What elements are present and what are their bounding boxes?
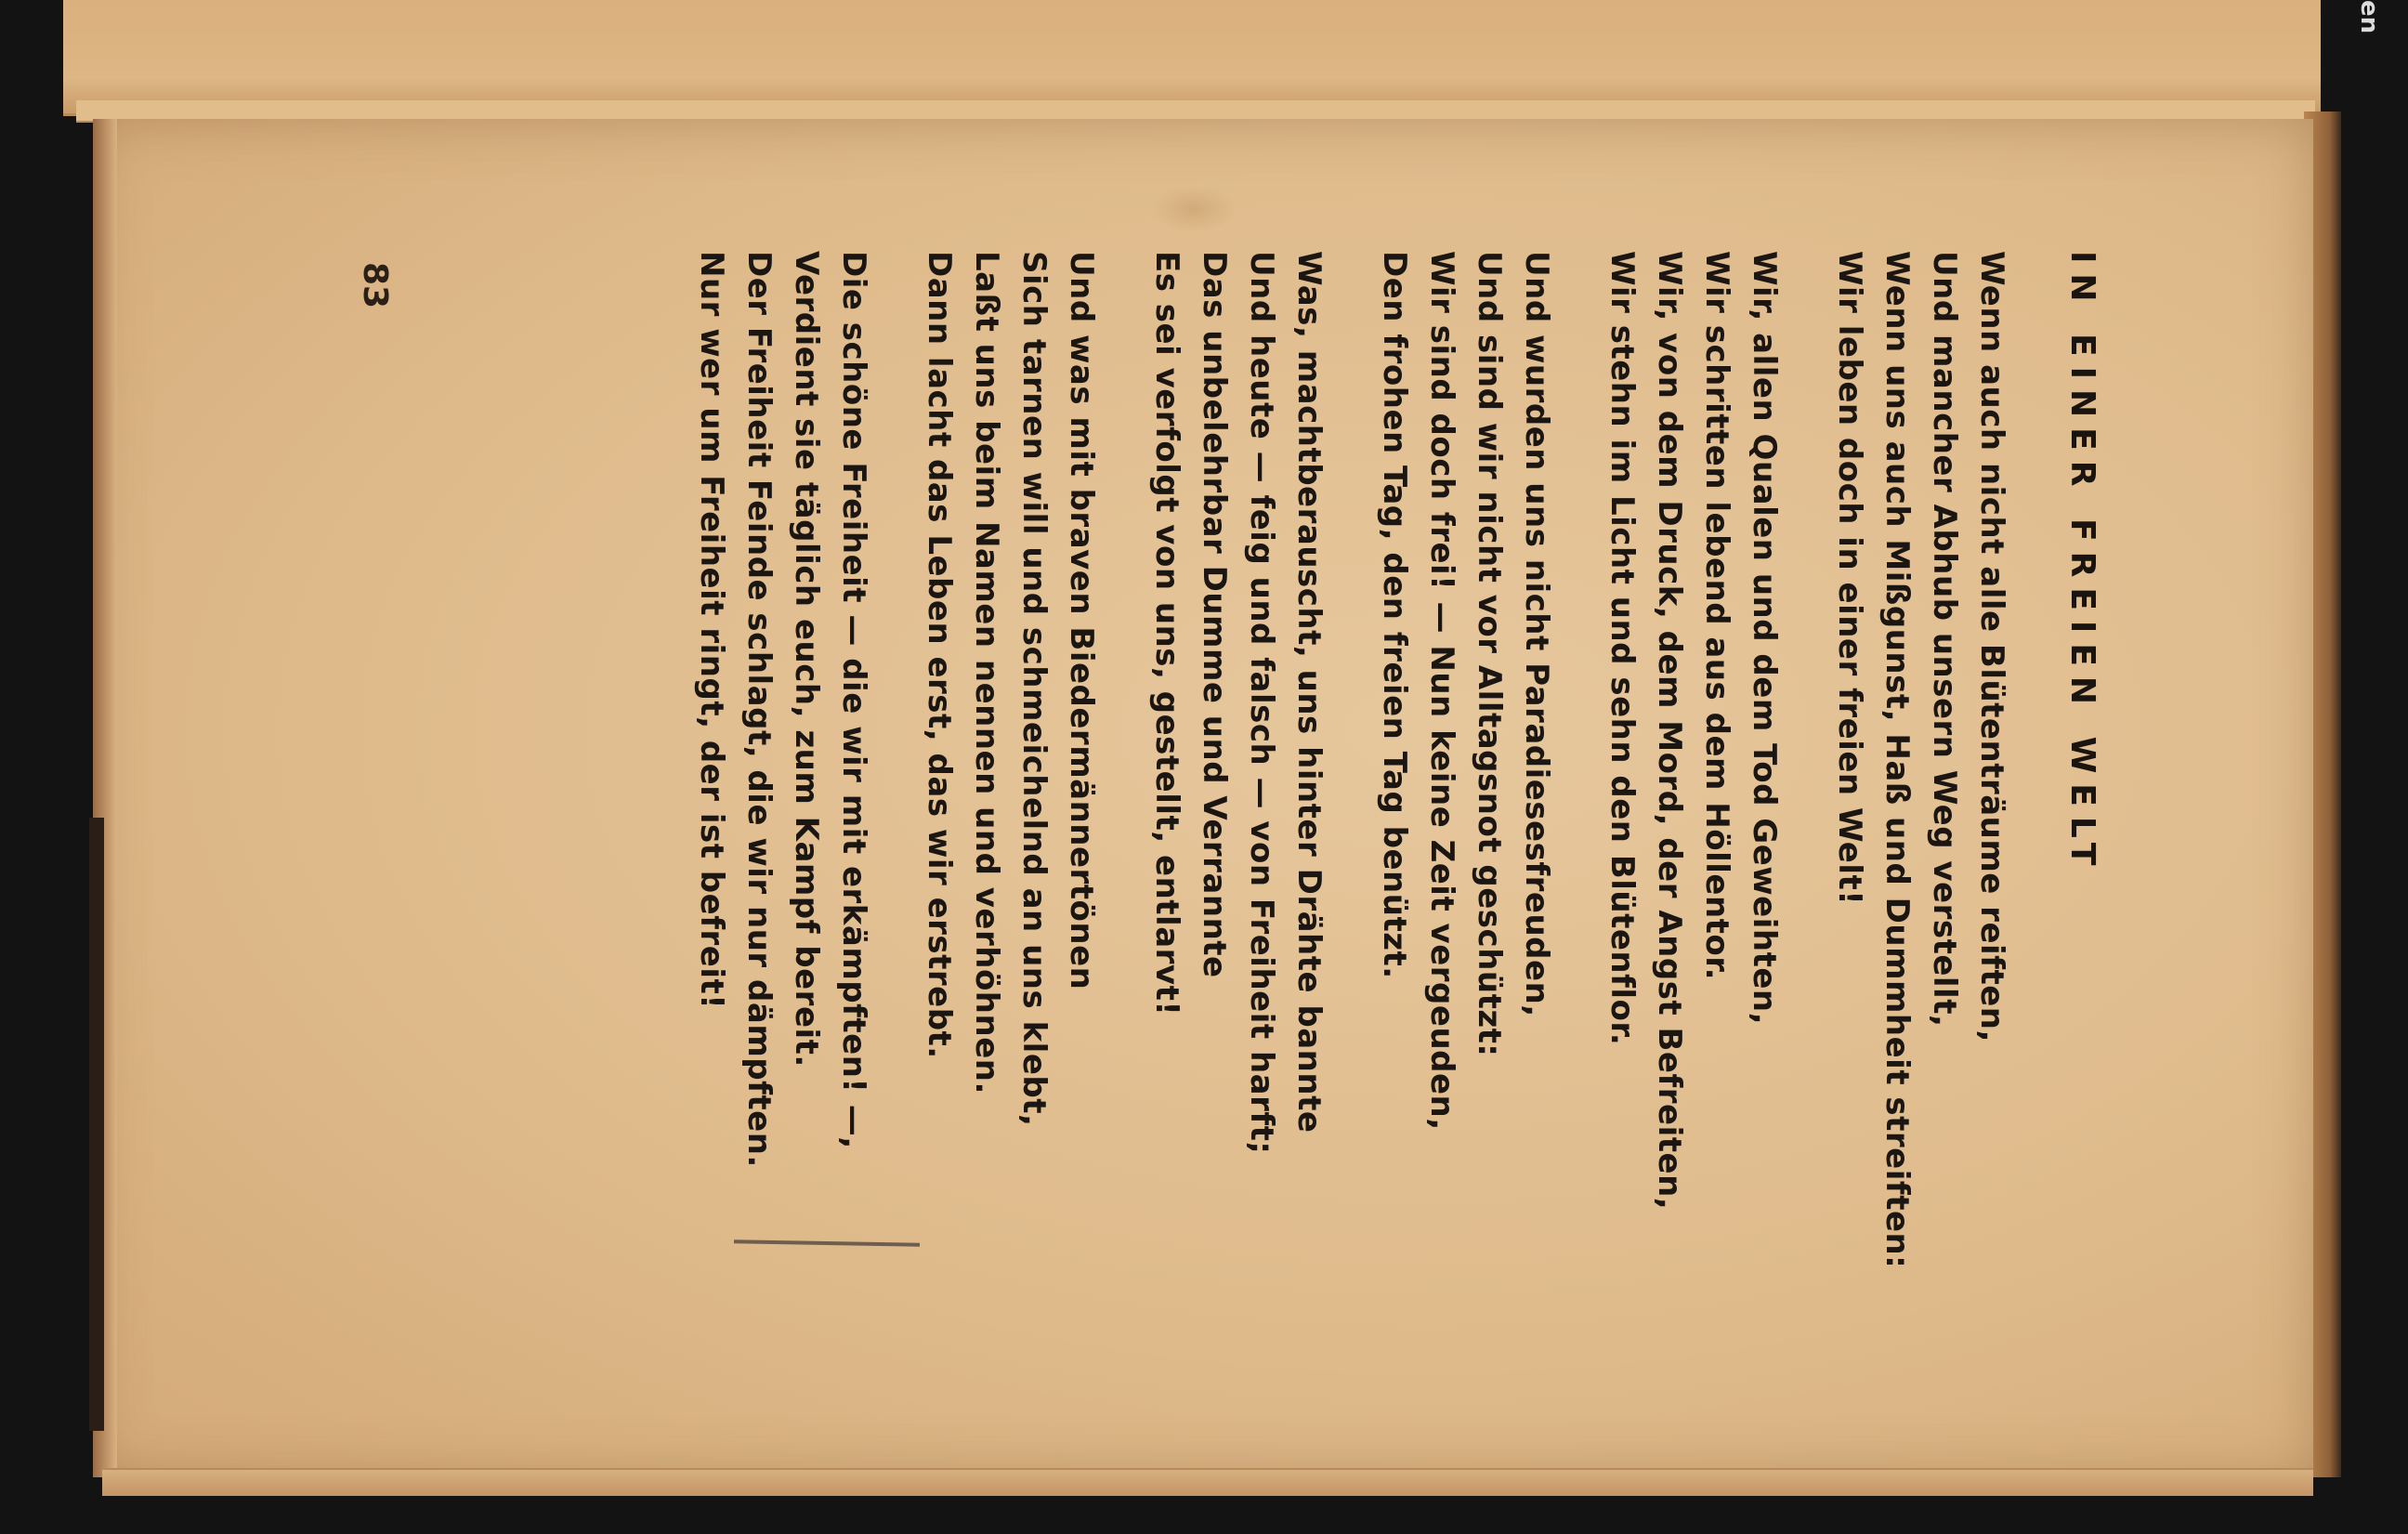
poem-line: Wir, allen Qualen und dem Tod Geweihten, bbox=[1746, 251, 1783, 1026]
poem-line: Es sei verfolgt von uns, gestellt, entlarvt! bbox=[1148, 251, 1185, 1016]
poem bbox=[336, 251, 2101, 1412]
poem-line: Den frohen Tag, den freien Tag benützt. bbox=[1376, 251, 1413, 979]
page-number: 83 bbox=[356, 262, 394, 309]
poem-line: Wir, von dem Druck, dem Mord, der Angst Befreiten, bbox=[1651, 251, 1688, 1211]
stanza-6 bbox=[687, 251, 877, 1412]
poem-line: Und was mit braven Biedermännertönen bbox=[1063, 251, 1100, 990]
poem-line: Das unbelehrbar Dumme und Verrannte bbox=[1196, 251, 1233, 978]
poem-line: Die schöne Freiheit — die wir mit erkämpften! —, bbox=[835, 251, 872, 1149]
poem-line: Und heute — feig und falsch — von Freiheit harft; bbox=[1243, 251, 1280, 1155]
poem-line: Und wurden uns nicht Paradiesesfreuden, bbox=[1518, 251, 1555, 1017]
stanza-2 bbox=[1598, 251, 1787, 1412]
poem-line: Und sind wir nicht vor Alltagsnot geschützt: bbox=[1471, 251, 1508, 1057]
paper-smudge bbox=[1152, 186, 1236, 232]
stanza-3 bbox=[1370, 251, 1560, 1412]
poem-line: Wenn auch nicht alle Blütenträume reiften, bbox=[1973, 251, 2010, 1042]
poem-line: Verdient sie täglich euch, zum Kampf bereit. bbox=[788, 251, 825, 1068]
poem-line: Nur wer um Freiheit ringt, der ist befreit! bbox=[693, 251, 730, 1010]
poem-line: Was, machtberauscht, uns hinter Drähte bannte bbox=[1290, 251, 1328, 1134]
stanza-4 bbox=[1143, 251, 1332, 1412]
poem-line: Wir leben doch in einer freien Welt! bbox=[1831, 251, 1868, 906]
poem-line: Laßt uns beim Namen nennen und verhöhnen. bbox=[968, 251, 1005, 1095]
stanza-5 bbox=[915, 251, 1105, 1412]
binding-strip bbox=[89, 818, 104, 1431]
previous-page-edge bbox=[63, 0, 2321, 116]
poem-line: Und mancher Abhub unsern Weg verstellt, bbox=[1926, 251, 1963, 1028]
poem-line: Wir stehn im Licht und sehn den Blütenflor. bbox=[1603, 251, 1641, 1046]
stanza-1 bbox=[1826, 251, 2015, 1412]
poem-line: Dann lacht das Leben erst, das wir erstrebt. bbox=[921, 251, 958, 1059]
poem-line: Der Freiheit Feinde schlagt, die wir nur dämpften. bbox=[740, 251, 778, 1168]
poem-title: IN EINER FREIEN WELT bbox=[2063, 251, 2101, 876]
poem-line: Wir sind doch frei! — Nun keine Zeit vergeuden, bbox=[1423, 251, 1460, 1131]
poem-line: Wenn uns auch Mißgunst, Haß und Dummheit streiften: bbox=[1878, 251, 1916, 1269]
poem-line: Wir schritten lebend aus dem Höllentor. bbox=[1698, 251, 1735, 981]
page-bottom-edge bbox=[102, 1468, 2313, 1496]
poem-line: Sich tarnen will und schmeichelnd an uns klebt, bbox=[1015, 251, 1053, 1127]
opposite-page-text-fragment: en bbox=[2355, 0, 2383, 34]
